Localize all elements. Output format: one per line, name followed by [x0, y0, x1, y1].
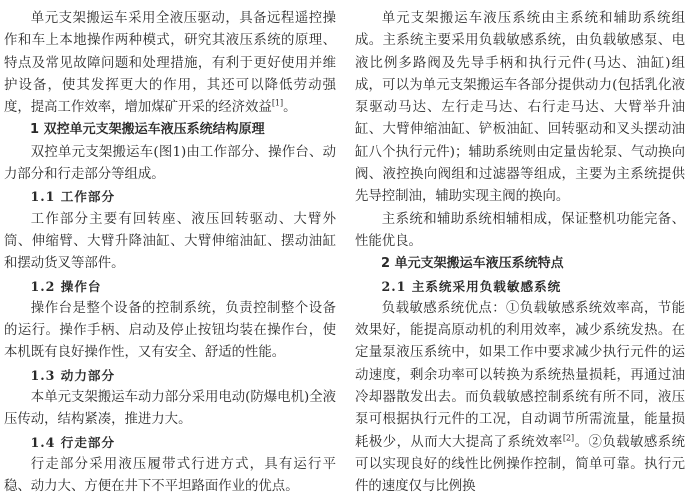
hydraulic-system-paragraph: 单元支架搬运车液压系统由主系统和辅助系统组成。主系统主要采用负载敏感系统，由负载敏感泵、电液比例多路阀及先导手柄和执行元件(马达、油缸)组成，可以为单元支架搬运车各部分提供动力(包括乳化液泵驱动马达、左行走马达、右行走马达、大臂举升油缸、大臂伸缩油缸、铲板油缸、回转驱动和叉头摆动油缸八个执行元件)；辅助系统则由定量齿轮泵、气动换向阀、液控换向阀组和过滤器等组成，主要为主系统提供先导控制油，辅助实现主阀的换向。: [355, 11, 685, 205]
work-part-paragraph: 工作部分主要有回转座、液压回转驱动、大臂外筒、伸缩臂、大臂升降油缸、大臂伸缩油缸、摆动油缸和摆动货叉等部件。: [4, 211, 336, 272]
citation-ref: [1]: [271, 98, 284, 108]
section-heading-2: 2 单元支架搬运车液压系统特点: [381, 256, 564, 272]
left-column: [4, 8, 336, 499]
subsection-heading-1-3: 1.3 动力部分: [30, 367, 116, 383]
subsection-heading-1-1: 1.1 工作部分: [30, 189, 116, 205]
citation-ref: [2]: [562, 433, 575, 443]
intro-paragraph: 单元支架搬运车采用全液压驱动，具备远程遥控操作和车上本地操作两种模式，研究其液压系统的原理、特点及常见故障问题和处理措施，有利于更好使用并维护设备，使其发挥更大的作用，其还可以降低劳动强度，提高工作效率，增加煤矿开采的经济效益[1]。: [4, 11, 336, 116]
system-complement-paragraph: 主系统和辅助系统相辅相成，保证整机功能完备、性能优良。: [355, 211, 685, 249]
subsection-heading-1-4: 1.4 行走部分: [30, 434, 116, 450]
right-column: [355, 8, 685, 499]
section-1-paragraph: 双控单元支架搬运车(图1)由工作部分、操作台、动力部分和行走部分等组成。: [4, 144, 336, 183]
load-sensing-paragraph: 负载敏感系统优点：①负载敏感系统效率高，节能效果好，能提高原动机的利用效率，减少系统发热。在定量泵液压系统中，如果工作中要求减少执行元件的运动速度，剩余功率可以转换为系统热量损耗，再通过油冷却器散发出去。而负载敏感控制系统有所不同，液压泵可根据执行元件的工况，自动调节所需流量，能量损耗极少，从而大大提高了系统效率[2]。②负载敏感系统可以实现良好的线性比例操作控制，简单可靠。执行元件的速度仅与比例换: [355, 300, 686, 495]
console-paragraph: 操作台是整个设备的控制系统，负责控制整个设备的运行。操作手柄、启动及停止按钮均装在操作台，使本机既有良好操作性，又有安全、舒适的性能。: [4, 300, 336, 361]
power-part-paragraph: 本单元支架搬运车动力部分采用电动(防爆电机)全液压传动，结构紧凑，推进力大。: [4, 390, 336, 428]
section-heading-1: 1 双控单元支架搬运车液压系统结构原理: [30, 122, 265, 138]
subsection-heading-1-2: 1.2 操作台: [30, 278, 102, 294]
subsection-heading-2-1: 2.1 主系统采用负载敏感系统: [381, 278, 562, 294]
walking-part-paragraph: 行走部分采用液压履带式行进方式，具有运行平稳、动力大、方便在井下不平坦路面作业的优点。: [4, 456, 336, 495]
